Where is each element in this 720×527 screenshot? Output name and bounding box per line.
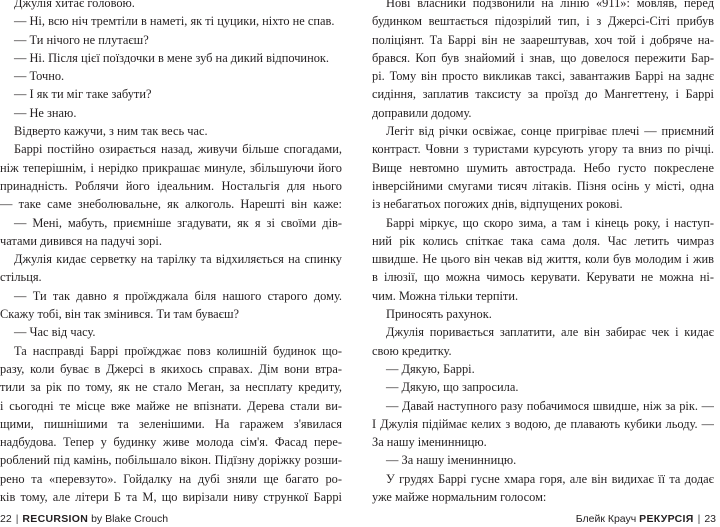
text-line: Скажу тобі, він так змінився. Ти там буваєш?: [0, 307, 240, 322]
text-line: будинком вештається підозрілий тип, і з Джерсі-Сіті прибув: [372, 14, 714, 29]
right-page: [372, 0, 714, 508]
text-line: ків тому, але літери Б та М, що вирізали ниву стрункої Баррі: [0, 490, 342, 505]
left-running-title: RECURSION: [22, 513, 89, 525]
left-page-text: [0, 0, 342, 508]
text-line: — Давай наступного разу побачимося швидше, ніж за рік. —: [386, 398, 714, 413]
text-line: чим. Можна тільки терпіти.: [372, 288, 519, 303]
text-line: Баррі міркує, що скоро зима, а там і кінець року, і наступ-: [386, 215, 714, 230]
text-line: тили за рік по тому, як не стало Меган, за несплату кредиту,: [0, 380, 342, 395]
text-line: [0, 506, 342, 508]
text-line: — Дякую, що запросила.: [386, 380, 519, 395]
text-line: роблений під камінь, побільшало вікон. Підїзну доріжку розши-: [0, 453, 342, 468]
text-line: — Ти так давно я проїжджала біля нашого старого дому.: [14, 288, 342, 303]
text-line: принадність. Роблячи його ідеальним. Ностальгія для нього: [0, 178, 342, 193]
text-line: доправили додому.: [372, 105, 472, 120]
text-line: — Ні, всю ніч тремтіли в наметі, як ті цуцики, ніхто не спав.: [14, 14, 335, 29]
text-line: із небагатьох погожих днів, відпущених рокові.: [372, 197, 623, 212]
text-line: Вище невтомно шумить автострада. Небо густо покреслене: [372, 160, 714, 175]
text-line: І Джулія підіймає келих з водою, де плавають кубики льоду. —: [372, 416, 714, 431]
text-line: Відверто кажучи, з ним так весь час.: [14, 124, 208, 139]
text-line: Джулія кидає серветку на тарілку та відхиляється на спинку: [14, 252, 342, 267]
text-line: ніж теперішнім, і нерідко прикрашає минуле, збільшуючи його: [0, 160, 342, 175]
left-page-footer: [0, 511, 168, 527]
right-page-text: [372, 0, 714, 508]
left-running-author: by Blake Crouch: [91, 513, 169, 525]
text-line: — Ні. Після цієї поїздочки в мене зуб на дикий відпочинок.: [14, 50, 330, 65]
text-line: разу, коли буває в Джерсі в якихось справах. Дім вони втра-: [0, 361, 342, 376]
text-line: У грудях Баррі гусне хмара горя, але він видихає її та додає: [386, 471, 714, 486]
text-line: чатами дивився на падучі зорі.: [0, 233, 162, 248]
text-line: поліціянт. Та Баррі він не заарештував, хоч той і добряче на-: [372, 32, 714, 47]
text-line: — Точно.: [14, 69, 65, 84]
text-line: — Ти нічого не плутаєш?: [14, 32, 149, 47]
text-line: брався. Коп був знайомий і знав, що довелося пережити Бар-: [372, 50, 714, 65]
footer-separator: |: [15, 513, 19, 525]
text-line: [372, 506, 714, 508]
text-line: уже майже нормальним голосом:: [372, 490, 547, 505]
text-line: надбудова. Тепер у будинку живе молода сім'я. Фасад пере-: [0, 435, 342, 450]
text-line: — Дякую, Баррі.: [386, 361, 475, 376]
text-line: Джулія хитає головою.: [14, 0, 135, 10]
text-line: стільця.: [0, 270, 42, 285]
right-page-number: 23: [704, 513, 716, 525]
text-line: в ілюзії, що можна чимось керувати. Керувати не можна ні-: [372, 270, 714, 285]
text-line: — І як ти міг таке забути?: [14, 87, 152, 102]
right-running-author: Блейк Крауч: [575, 513, 637, 525]
text-line: рено та «перевзуто». Гойдалку на дубі зняли ще багато ро-: [0, 471, 342, 486]
text-line: сидіння, заплатив таксисту за проїзд до Мангеттену, і Баррі: [372, 87, 714, 102]
right-page-footer: [576, 511, 716, 527]
text-line: — Не знаю.: [14, 105, 77, 120]
text-line: Нові власники подзвонили на лінію «911»: мовляв, перед: [386, 0, 714, 10]
text-line: контраст. Човни з туристами курсують угору та вниз по річці.: [372, 142, 714, 157]
text-line: інверсійними смугами тисяч літаків. Пізня осінь у місті, одна: [372, 178, 714, 193]
text-line: Приносять рахунок.: [386, 307, 492, 322]
text-line: і сьогодні те місце вже майже не впізнати. Дерева стали ви-: [0, 398, 342, 413]
text-line: — За нашу іменинницю.: [386, 453, 517, 468]
text-line: — таке саме знеболювальне, як алкоголь. Нарешті він каже:: [0, 197, 342, 212]
text-line: рі. Тому він просто викликав таксі, завантажив Баррі на заднє: [372, 69, 714, 84]
right-running-title: РЕКУРСІЯ: [639, 513, 694, 525]
text-line: щими, пишнішими та зеленішими. На гаражем з'явилася: [0, 416, 342, 431]
text-line: Баррі постійно озирається назад, живучи більше спогадами,: [14, 142, 342, 157]
text-line: — Час від часу.: [14, 325, 96, 340]
text-line: — Мені, мабуть, приємніше згадувати, як я зі своїми дів-: [14, 215, 342, 230]
text-line: швидше. Не цього він чекав від життя, коли був молодим і жив: [372, 252, 714, 267]
footer-separator: |: [697, 513, 701, 525]
text-line: Джулія поривається заплатити, але він забирає чек і кидає: [386, 325, 714, 340]
text-line: Легіт від річки освіжає, сонце пригріває плечі — приємний: [386, 124, 714, 139]
text-line: свою кредитку.: [372, 343, 452, 358]
left-page: [0, 0, 342, 508]
text-line: ний рік колись спіткає така сама доля. Час летить чимраз: [372, 233, 714, 248]
text-line: За нашу іменинницю.: [372, 435, 487, 450]
text-line: Та насправді Баррі проїжджає повз колишній будинок що-: [14, 343, 342, 358]
left-page-number: 22: [0, 513, 12, 525]
